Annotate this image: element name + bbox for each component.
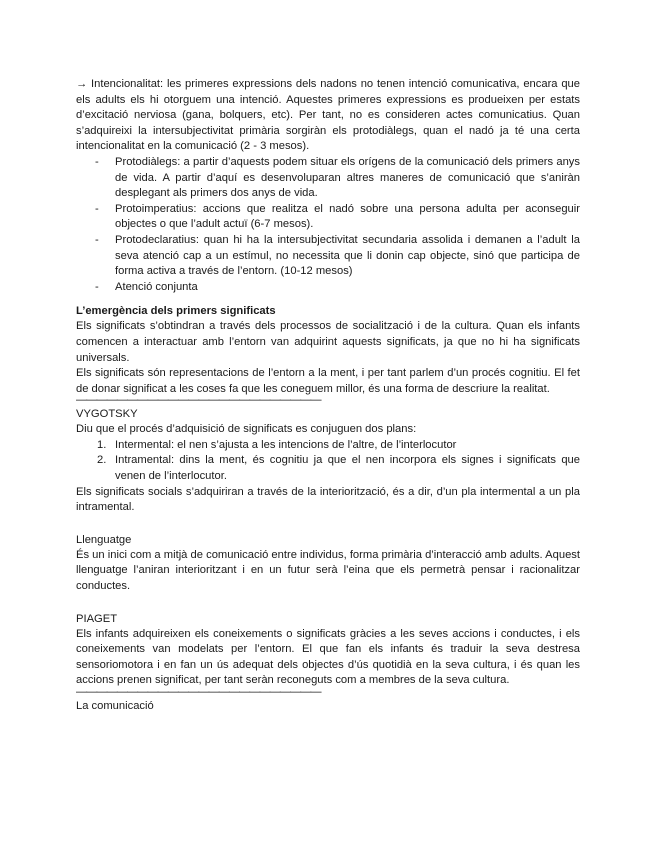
- piaget-heading: PIAGET: [76, 612, 118, 625]
- piaget-paragraph: Els infants adquireixen els coneixements o significats gràcies a les seves accions i conductes, i els coneixements van modelats per l’entorn. El que fan els infants és traduir la seva destresa sensoriomotora i en fan un ús adequat dels objectes d’ús quotidià en la seva cultura, i és quan les accions prenen significat, per tant seràn reconeguts com a membres de la seva cultura.: [76, 627, 580, 687]
- list-number: 1.: [97, 438, 107, 451]
- communication-stages-list: [76, 155, 580, 295]
- arrow-icon: →: [76, 78, 88, 90]
- list-item: 1. Intermental: el nen s’ajusta a les intencions de l’altre, de l’interlocutor: [76, 438, 580, 454]
- document-page: [76, 77, 580, 714]
- dash-bullet: -: [95, 155, 99, 168]
- vygotsky-intro: Diu que el procés d’adquisició de significats es conjuguen dos plans:: [76, 423, 417, 436]
- vygotsky-closing: Els significats socials s’adquiriran a través de la interiorització, és a dir, d’un pla intermental a un pla intramental.: [76, 485, 580, 514]
- section-heading-significats: L’emergència dels primers significats: [76, 305, 276, 318]
- vygotsky-heading: VYGOTSKY: [76, 408, 138, 421]
- list-number: 2.: [97, 454, 107, 467]
- divider-line: ————————————————————————: [76, 394, 321, 407]
- list-item: 2. Intramental: dins la ment, és cognitiu ja que el nen incorpora els signes i significats que venen de l’interlocutor.: [97, 454, 580, 483]
- llenguatge-heading: Llenguatge: [76, 533, 132, 546]
- list-item: - Protoimperatius: accions que realitza el nadó sobre una persona adulta per aconseguir objectes o que l’adult actuï (6-7 mesos).: [95, 202, 580, 231]
- divider-line: ————————————————————————: [76, 686, 321, 698]
- intro-paragraph: → Intencionalitat: les primeres expressions dels nadons no tenen intenció comunicativa, encara que els adults els hi otorguem una intenció. Aquestes primeres expressions es produeixen per estats d’excitació nerviosa (gana, bolquers, etc). Per tant, no es consideren actes comunicatius. Quan s’adquireixi la intersubjectivitat primària sorgiràn els protodiàlegs, quan el nadó ja té una certa intencionalitat en la comunicació (2 - 3 mesos).: [76, 78, 580, 153]
- significats-paragraph-1: Els significats s’obtindran a través dels processos de socialització i de la cultura. Quan els infants comencen a interactuar amb l’entorn van adquirint aquests significats, ja que no hi ha significats universals.: [76, 320, 580, 364]
- significats-paragraph-2: Els significats són representacions de l’entorn a la ment, i per tant parlem d’un procés cognitiu. El fet de donar significat a les coses fa que les coneguem millor, és una forma de descriure la realitat.: [76, 367, 580, 395]
- list-item: - Atenció conjunta: [76, 280, 580, 296]
- dash-bullet: -: [95, 280, 99, 293]
- llenguatge-paragraph: És un inici com a mitjà de comunicació entre individus, forma primària d’interacció amb adults. Aquest llenguatge l’aniran interioritzant i en un futur serà l’eina que els permetrà pensar i racionalitzar conductes.: [76, 548, 580, 593]
- list-item: - Protodiàlegs: a partir d’aquests podem situar els orígens de la comunicació dels primers anys de vida. A partir d’aquí es desenvoluparan altres maneres de comunicació que s’aniràn desplegant als primers dos anys de vida.: [95, 155, 580, 200]
- list-item: - Protodeclaratius: quan hi ha la intersubjectivitat secundaria assolida i demanen a l’adult la seva atenció cap a un estímul, no necessita que li donin cap objecte, sinó que participa de forma activa a través de l’entorn. (10-12 mesos): [95, 233, 580, 278]
- comunicacio-heading: La comunicació: [76, 700, 154, 712]
- dash-bullet: -: [95, 233, 99, 246]
- vygotsky-planes-list: [76, 438, 580, 485]
- dash-bullet: -: [95, 202, 99, 215]
